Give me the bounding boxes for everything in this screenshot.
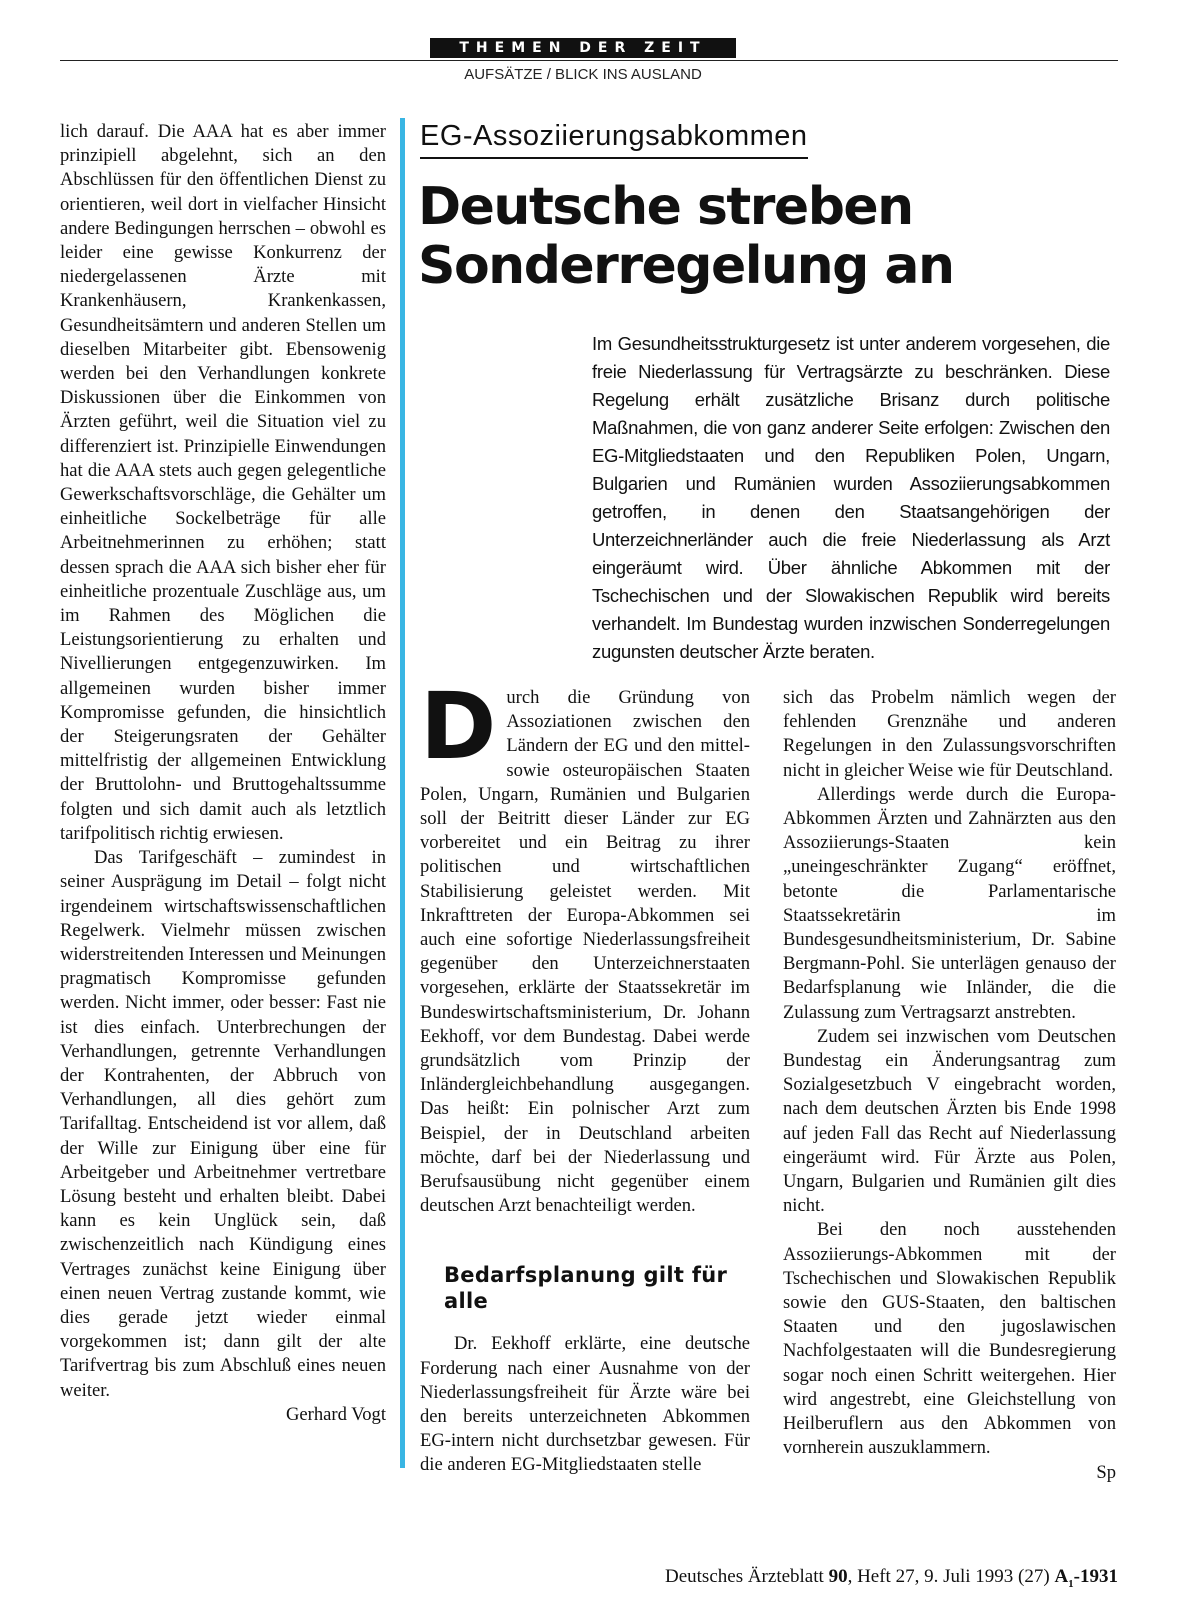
page-prefix-sub: 1 (1068, 1577, 1074, 1590)
article-headline: Deutsche streben Sonderregelung an (418, 177, 954, 296)
page-prefix: A (1054, 1566, 1069, 1587)
article-lead: Im Gesundheitsstrukturgesetz ist unter anderem vorgesehen, die freie Niederlassung für Vertragsärzte zu beschränken. Diese Regelung erhält zusätzliche Brisanz durch politische Maßnahmen, die von ganz anderer Seite erfolgen: Zwischen den EG-Mitgliedstaaten und den Republiken Polen, Ungarn, Bulgarien und Rumänien wurden Assoziierungsabkommen getroffen, in denen den Staatsangehörigen der Unterzeichnerländer auch die freie Niederlassung als Arzt eingeräumt wird. Über ähnliche Abkommen mit der Tschechischen und der Slowakischen Republik wird bereits verhandelt. Im Bundestag wurden inzwischen Sonderregelungen zugunsten deutscher Ärzte beraten. (592, 333, 1110, 662)
journal-volume: 90 (828, 1566, 848, 1587)
left-column (60, 120, 386, 1427)
middle-column (420, 673, 750, 1478)
article-kicker: EG-Assoziierungsabkommen (420, 120, 808, 159)
journal-name: Deutsches Ärzteblatt (665, 1566, 824, 1587)
paragraph-text: urch die Gründung von Assoziationen zwischen den Ländern der EG und den mittel- sowie osteuropäischen Staaten Polen, Ungarn, Rumänien und Bulgarien soll der Beitritt dieser Länder zur EG vorbereitet und ein Beitrag zu ihrer politischen und wirtschaftlichen Stabilisierung geleistet werden. Mit Inkrafttreten der Europa-Abkommen sei auch eine sofortige Niederlassungsfreiheit gegenüber den Unterzeichnerstaaten vorgesehen, erklärte der Staatssekretär im Bundeswirtschaftsministerium, Dr. Johann Eekhoff, vor dem Bundestag. Dabei werde grundsätzlich vom Prinzip der Inländergleichbehandlung ausgegangen. Das heißt: Ein polnischer Arzt zum Beispiel, der in Deutschland arbeiten möchte, darf bei der Niederlassung und Berufsausübung nicht gegenüber einem deutschen Arzt benachteiligt werden. (420, 687, 750, 1217)
paragraph: Bei den noch ausstehenden Assoziierungs-Abkommen mit der Tschechischen und Slowakischen Republik sowie den GUS-Staaten, den baltischen Staaten und den jugoslawischen Nachfolgestaaten will die Bundesregierung sogar noch einen Schritt weitergehen. Hier wird angestrebt, eine Gleichstellung von Heilberuflern aus den Abkommen von vornherein auszuklammern. (783, 1219, 1116, 1459)
paragraph (420, 673, 750, 1218)
subsection-label: AUFSÄTZE / BLICK INS AUSLAND (464, 66, 702, 83)
page-footer (600, 1566, 1118, 1590)
author-signature: Gerhard Vogt (285, 1403, 386, 1425)
paragraph: lich darauf. Die AAA hat es aber immer prinzipiell abgelehnt, sich an den Abschlüssen für den öffentlichen Dienst zu orientieren, weil dort in vielfacher Hinsicht andere Bedingungen herrschen – obwohl es leider eine gewisse Konkurrenz der niedergelassenen Ärzte mit Krankenhäusern, Krankenkassen, Gesundheitsämtern und anderen Stellen um dieselben Mitarbeiter gibt. Ebensowenig werden bei den Verhandlungen konkrete Diskussionen über die Einkommen von Ärzten geführt, weil die Situation viel zu differenziert ist. Prinzipielle Einwendungen hat die AAA stets auch gegen gelegentliche Gewerkschaftsvorschläge, die Gehälter um einheitliche Sockelbeträge für alle Arbeitnehmerinnen zu erhöhen; statt dessen sprach die AAA sich bisher eher für einheitliche prozentuale Zuschläge aus, um im Rahmen des Möglichen die Leistungsorientierung zu erhalten und Nivellierungen entgegenzuwirken. Im allgemeinen wurden bisher immer Kompromisse gefunden, die hinsichtlich der Steigerungsraten der Gehälter mittelfristig der allgemeinen Entwicklung der Bruttolohn- und Bruttogehaltssumme folgten und sich damit auch als letztlich tarifpolitisch richtig erwiesen. (60, 121, 386, 844)
subheading: Bedarfsplanung gilt für alle (444, 1263, 728, 1314)
header-rule (60, 60, 1118, 61)
paragraph: Das Tarifgeschäft – zumindest in seiner Ausprägung im Detail – folgt nicht irgendeinem wirtschaftswissenschaftlichen Regelwerk. Vielmehr müssen zwischen widerstreitenden Interessen und Meinungen pragmatisch Kompromisse gefunden werden. Nicht immer, oder besser: Fast nie ist dies einfach. Unterbrechungen der Verhandlungen, getrennte Verhandlungen der Kontrahenten, der Abbruch von Verhandlungen, all dies gehört zum Tarifalltag. Entscheidend ist vor allem, daß der Wille zur Einigung über eine für Arbeitgeber und Arbeitnehmer vertretbare Lösung besteht und erhalten bleibt. Dabei kann es kein Unglück sein, daß zwischenzeitlich nach Kündigung eines Vertrages zunächst keine Einigung über einen neuen Vertrag zustande kommt, wie dies gerade jetzt wieder einmal vorgekommen ist; dann gilt der alte Tarifvertrag bis zum Abschluß eines neuen weiter. (60, 847, 386, 1401)
page-number (1054, 1566, 1118, 1590)
paragraph: Zudem sei inzwischen vom Deutschen Bundestag ein Änderungsantrag zum Sozialgesetzbuch V eingebracht worden, nach dem deutschen Ärzten bis Ende 1998 auf jeden Fall das Recht auf Niederlassung eingeräumt wird. Für Ärzte aus Polen, Ungarn, Bulgarien und Rumänien gilt dies nicht. (783, 1025, 1116, 1217)
paragraph: Dr. Eekhoff erklärte, eine deutsche Forderung nach einer Ausnahme von der Niederlassungsfreiheit für Ärzte wäre bei den bereits unterzeichneten Abkommen EG-intern nicht durchsetzbar gewesen. Für die anderen EG-Mitgliedstaaten stelle (420, 1333, 750, 1476)
accent-rule (400, 118, 405, 1468)
page-number-value: -1931 (1073, 1566, 1118, 1587)
paragraph: Allerdings werde durch die Europa-Abkommen Ärzten und Zahnärzten aus den Assoziierungs-Staaten kein „uneingeschränkter Zugang“ eröffnet, betonte die Parlamentarische Staatssekretärin im Bundesgesundheitsministerium, Dr. Sabine Bergmann-Pohl. Sie unterlägen genauso der Bedarfsplanung wie Inländer, die die Zulassung zum Vertragsarzt anstrebten. (783, 783, 1116, 1023)
right-column (783, 686, 1116, 1485)
author-signature: Sp (1096, 1461, 1116, 1483)
issue-info: , Heft 27, 9. Juli 1993 (27) (847, 1566, 1050, 1587)
paragraph: sich das Probelm nämlich wegen der fehlenden Grenznähe und anderen Regelungen in den Zulassungsvorschriften nicht in gleicher Weise wie für Deutschland. (783, 687, 1116, 781)
drop-cap: D (420, 673, 497, 780)
section-rubric: THEMEN DER ZEIT (430, 38, 736, 58)
